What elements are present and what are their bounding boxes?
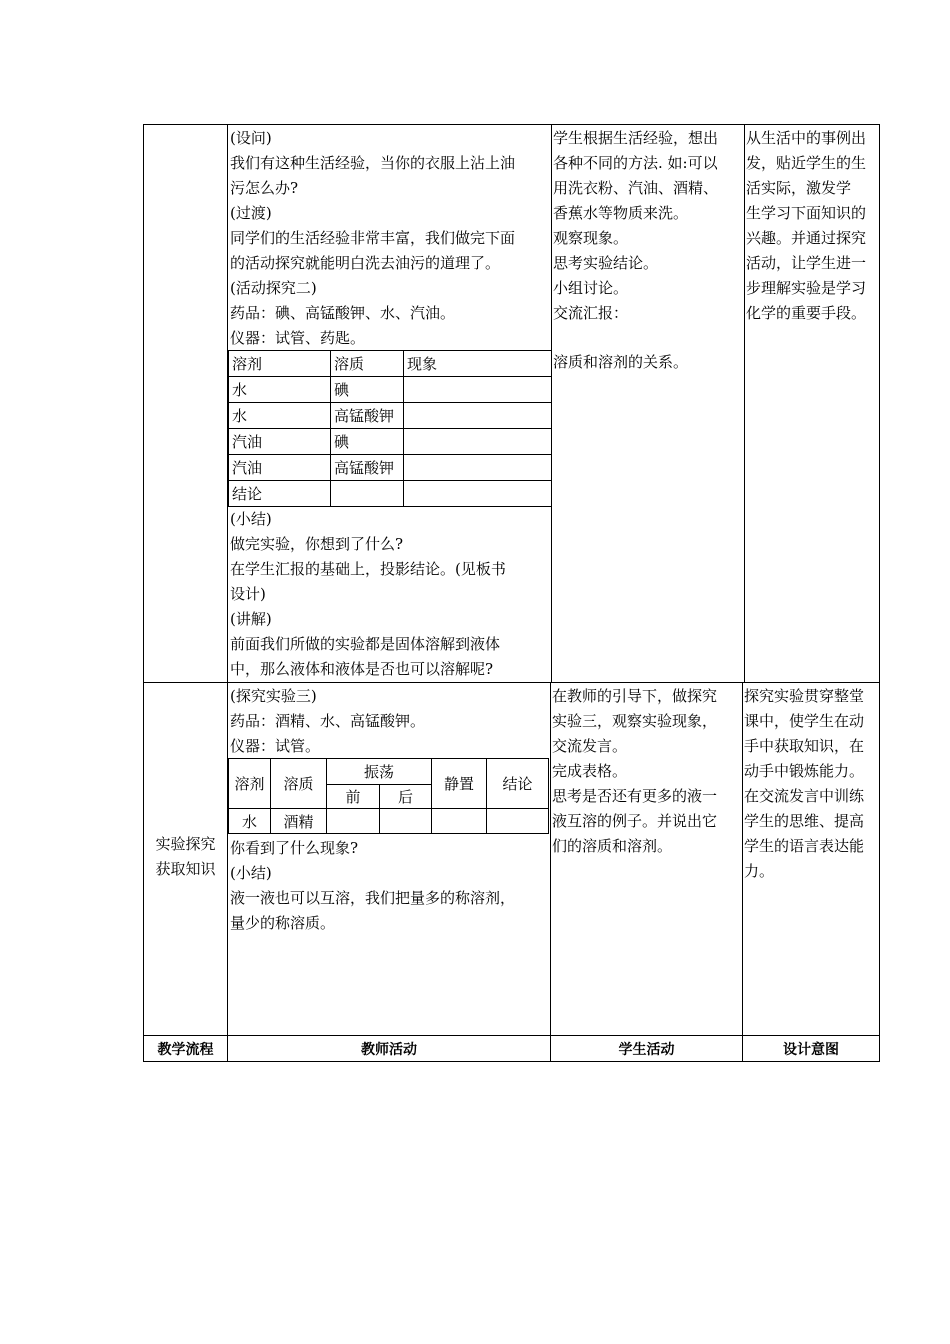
student-line: 溶质和溶剂的关系。 <box>553 353 689 371</box>
design-line: 动手中锻炼能力。 <box>744 762 865 780</box>
table-cell <box>431 808 487 834</box>
teacher-line: 药品：酒精、水、高锰酸钾。 <box>230 712 426 730</box>
table-cell <box>403 480 552 507</box>
design-line: 学生的语言表达能 <box>744 837 865 855</box>
experiment2-table <box>228 350 552 507</box>
student-line: 思考实验结论。 <box>553 254 659 272</box>
table-cell <box>379 808 432 834</box>
teacher-line: 液一液也可以互溶，我们把量多的称溶剂， <box>230 889 516 907</box>
table-header-solute: 溶质 <box>270 758 327 809</box>
outer-right-border <box>879 124 880 1062</box>
table-cell <box>486 808 549 834</box>
table-header-phenomenon: 现象 <box>403 350 552 377</box>
table-header-solute: 溶质 <box>330 350 404 377</box>
student-line: 思考是否还有更多的液一 <box>552 787 718 805</box>
teacher-line: 设计) <box>230 585 266 603</box>
table-cell: 水 <box>228 402 331 429</box>
table-header-before: 前 <box>326 784 380 809</box>
design-line: 发，贴近学生的生 <box>746 154 867 172</box>
flow-line: 实验探究 <box>155 835 216 853</box>
table-cell <box>326 808 380 834</box>
table-cell: 水 <box>228 808 271 834</box>
student-line: 小组讨论。 <box>553 279 629 297</box>
teacher-line: (过渡) <box>230 204 272 222</box>
student-line: 交流发言。 <box>552 737 628 755</box>
student-line: 们的溶质和溶剂。 <box>552 837 673 855</box>
table-cell: 高锰酸钾 <box>330 402 404 429</box>
row-divider <box>143 682 880 683</box>
table-cell <box>403 454 552 481</box>
teacher-line: (活动探究二) <box>230 279 317 297</box>
table-cell: 高锰酸钾 <box>330 454 404 481</box>
student-line: 在教师的引导下，做探究 <box>552 687 718 705</box>
teacher-line: (讲解) <box>230 610 272 628</box>
outer-top-border <box>143 124 880 125</box>
table-cell: 汽油 <box>228 454 331 481</box>
design-line: 活动，让学生进一 <box>746 254 867 272</box>
design-line: 在交流发言中训练 <box>744 787 865 805</box>
design-line: 探究实验贯穿整堂 <box>744 687 865 705</box>
student-line: 各种不同的方法. 如:可以 <box>553 154 718 172</box>
table-header-after: 后 <box>379 784 432 809</box>
student-line: 交流汇报： <box>553 304 629 322</box>
header-design: 设计意图 <box>783 1041 839 1058</box>
student-line: 学生根据生活经验，想出 <box>553 129 719 147</box>
design-line: 兴趣。并通过探究 <box>746 229 867 247</box>
col-line-1b <box>227 682 228 1061</box>
teacher-line: 仪器：试管。 <box>230 737 321 755</box>
teacher-line: 在学生汇报的基础上，投影结论。(见板书 <box>230 560 506 578</box>
table-cell <box>330 480 404 507</box>
teacher-line: 中，那么液体和液体是否也可以溶解呢? <box>230 660 494 678</box>
design-line: 生学习下面知识的 <box>746 204 867 222</box>
table-cell: 汽油 <box>228 428 331 455</box>
table-header-still: 静置 <box>431 758 487 809</box>
student-line: 用洗衣粉、汽油、酒精、 <box>553 179 719 197</box>
design-line: 化学的重要手段。 <box>746 304 867 322</box>
teacher-line: 我们有这种生活经验，当你的衣服上沾上油 <box>230 154 516 172</box>
student-line: 完成表格。 <box>552 762 628 780</box>
table-header-conclusion: 结论 <box>486 758 549 809</box>
table-cell <box>403 428 552 455</box>
teacher-line: 量少的称溶质。 <box>230 914 336 932</box>
table-cell <box>403 376 552 403</box>
design-line: 步理解实验是学习 <box>746 279 867 297</box>
design-line: 手中获取知识，在 <box>744 737 865 755</box>
student-line: 实验三，观察实验现象， <box>552 712 718 730</box>
design-line: 从生活中的事例出 <box>746 129 867 147</box>
row2-flow-label <box>144 832 227 882</box>
teacher-line: 你看到了什么现象? <box>230 839 359 857</box>
teacher-line: 同学们的生活经验非常丰富，我们做完下面 <box>230 229 516 247</box>
teacher-line: 药品：碘、高锰酸钾、水、汽油。 <box>230 304 456 322</box>
table-header-solvent: 溶剂 <box>228 350 331 377</box>
student-line: 观察现象。 <box>553 229 629 247</box>
student-line: 香蕉水等物质来洗。 <box>553 204 689 222</box>
col-line-3b <box>742 682 743 1061</box>
col-line-3 <box>744 124 745 682</box>
table-cell <box>403 402 552 429</box>
teacher-line: (探究实验三) <box>230 687 317 705</box>
teacher-line: (设问) <box>230 129 272 147</box>
header-student: 学生活动 <box>618 1041 675 1058</box>
flow-line: 获取知识 <box>155 860 216 878</box>
table-header-shake: 振荡 <box>326 758 432 785</box>
teacher-line: 前面我们所做的实验都是固体溶解到液体 <box>230 635 501 653</box>
table-conclusion-label: 结论 <box>228 480 331 507</box>
header-teacher: 教师活动 <box>361 1041 417 1058</box>
table-cell: 水 <box>228 376 331 403</box>
student-line: 液互溶的例子。并说出它 <box>552 812 718 830</box>
teacher-line: (小结) <box>230 864 272 882</box>
table-cell: 碘 <box>330 376 404 403</box>
design-line: 活实际，激发学 <box>746 179 852 197</box>
table-header-solvent: 溶剂 <box>228 758 271 809</box>
experiment3-table <box>228 758 549 834</box>
teacher-line: (小结) <box>230 510 272 528</box>
header-flow: 教学流程 <box>157 1041 214 1058</box>
teacher-line: 做完实验，你想到了什么? <box>230 535 404 553</box>
table-cell: 酒精 <box>270 808 327 834</box>
teacher-line: 的活动探究就能明白洗去油污的道理了。 <box>230 254 501 272</box>
design-line: 力。 <box>744 862 775 880</box>
teacher-line: 仪器：试管、药匙。 <box>230 329 366 347</box>
design-line: 课中，使学生在动 <box>744 712 865 730</box>
table-cell: 碘 <box>330 428 404 455</box>
design-line: 学生的思维、提高 <box>744 812 865 830</box>
outer-bottom-border <box>143 1061 880 1062</box>
outer-left-border <box>143 124 144 1062</box>
teacher-line: 污怎么办? <box>230 179 299 197</box>
col-line-2b <box>550 682 551 1061</box>
